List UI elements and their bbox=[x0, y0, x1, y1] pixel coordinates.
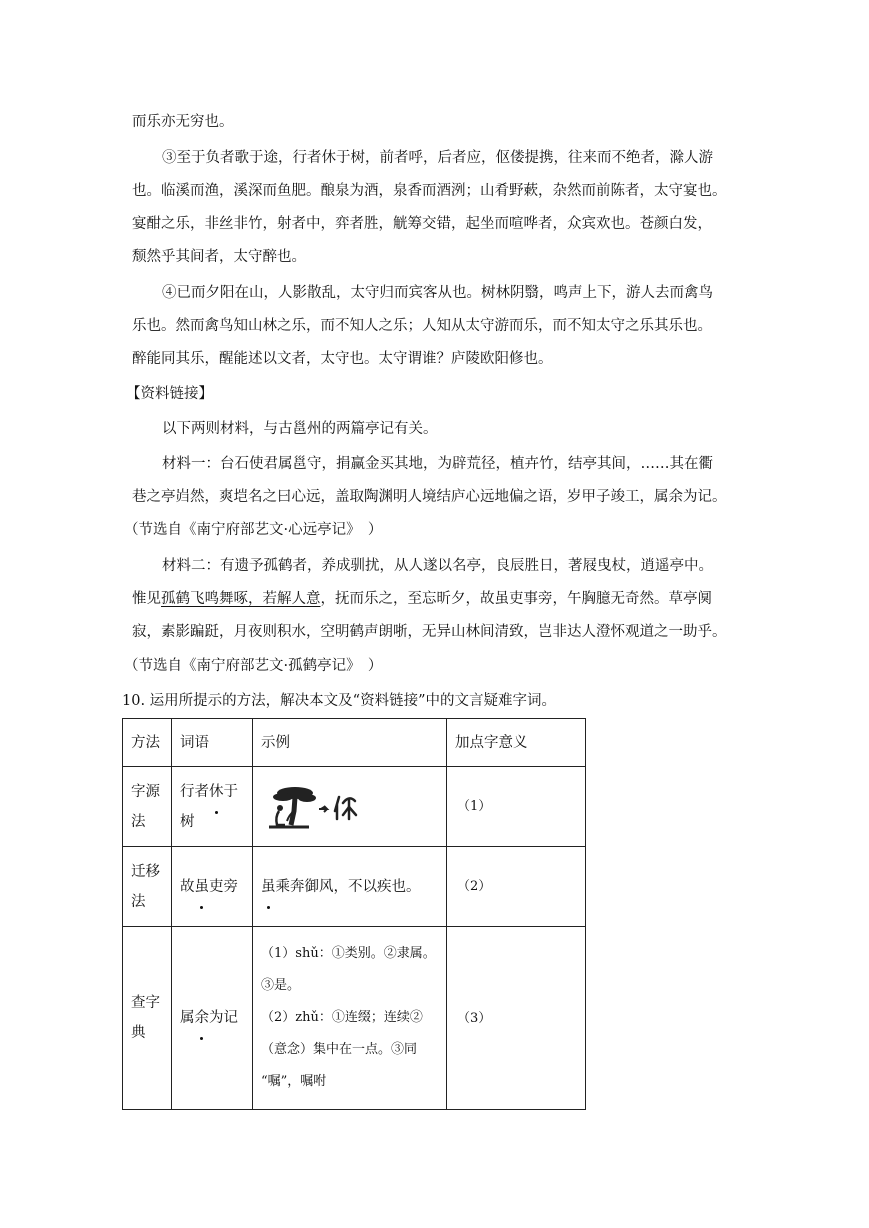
resource-link-heading: 【资料链接】 bbox=[126, 386, 213, 402]
definition-line-1: （1）shǔ：①类别。②隶属。 bbox=[261, 946, 436, 961]
resource-intro: 以下两则材料，与古邕州的两篇亭记有关。 bbox=[162, 421, 438, 437]
table-row bbox=[123, 847, 586, 927]
word-cell bbox=[172, 767, 253, 847]
method-label-line-2: 法 bbox=[131, 893, 146, 910]
answer-blank-1[interactable]: （1） bbox=[447, 767, 586, 847]
paragraph-3-line-3: 宴酣之乐，非丝非竹，射者中，弈者胜，觥筹交错，起坐而喧哗者，众宾欢也。苍颜白发， bbox=[132, 216, 712, 232]
definition-line-3: （2）zhǔ：①连缀；连续② bbox=[261, 1010, 423, 1025]
method-cell bbox=[123, 927, 172, 1110]
material-2-line-2 bbox=[132, 589, 712, 609]
answer-blank-2[interactable]: （2） bbox=[447, 847, 586, 927]
definition-line-4: （意念）集中在一点。③同 bbox=[261, 1042, 418, 1057]
paragraph-3-line-1: ③至于负者歌于途，行者休于树，前者呼，后者应，伛偻提携，往来而不绝者，滁人游 bbox=[162, 150, 713, 166]
method-table bbox=[122, 718, 586, 1110]
dictionary-entry-cell bbox=[253, 927, 447, 1110]
arrow-icon bbox=[319, 806, 327, 812]
word-suffix: 于 bbox=[223, 783, 238, 800]
material-2-line-3: 寂，素影蹁跹，月夜则积水，空明鹤声朗哳，无异山林间清致，岂非达人澄怀观道之一助乎。 bbox=[132, 624, 727, 640]
dotted-character: 虽 bbox=[261, 872, 276, 902]
example-sentence: 乘奔御风，不以疾也。 bbox=[275, 878, 421, 895]
word-suffix: 为记 bbox=[209, 1010, 238, 1026]
header-method: 方法 bbox=[123, 719, 172, 767]
character-origin-illustration bbox=[261, 781, 361, 833]
material-2-source: （节选自《南宁府部艺文·孤鹤亭记》 ） bbox=[124, 658, 383, 674]
table-row bbox=[123, 767, 586, 847]
material-1-source: （节选自《南宁府部艺文·心远亭记》 ） bbox=[124, 522, 383, 538]
question-10: 10. 运用所提示的方法，解决本文及“资料链接”中的文言疑难字词。 bbox=[122, 693, 556, 709]
word-cell bbox=[172, 847, 253, 927]
underlined-phrase: 孤鹤飞鸣舞啄，若解人意 bbox=[161, 591, 321, 607]
definition-line-2: ③是。 bbox=[261, 978, 301, 993]
method-label-line-1: 字源 bbox=[131, 783, 160, 800]
material-2-line-1: 材料二：有遗予孤鹤者，养成驯扰，从人遂以名亭，良辰胜日，著屐曳杖，逍遥亭中。 bbox=[162, 558, 713, 574]
material-1-line-2: 巷之亭岿然，爽垲名之曰心远，盖取陶渊明人境结庐心远地偏之语，岁甲子竣工，属余为记。 bbox=[132, 489, 727, 505]
table-row bbox=[123, 927, 586, 1110]
method-label-line-1: 查字 bbox=[131, 995, 160, 1011]
table-header-row bbox=[123, 719, 586, 767]
material-1-line-1: 材料一：台石使君属邕守，捐赢金买其地，为辟荒径，植卉竹，结亭其间，……其在衢 bbox=[162, 456, 713, 472]
paragraph-3-line-4: 颓然乎其间者，太守醉也。 bbox=[132, 249, 306, 265]
example-cell bbox=[253, 767, 447, 847]
word-prefix: 行者 bbox=[180, 783, 209, 800]
tree-with-person-icon bbox=[269, 787, 316, 827]
definition-line-5: “嘱”，嘱咐 bbox=[261, 1074, 327, 1089]
method-label-line-2: 法 bbox=[131, 813, 146, 830]
word-prefix: 属 bbox=[180, 1010, 195, 1026]
word-suffix: 吏旁 bbox=[209, 878, 238, 895]
header-word: 词语 bbox=[172, 719, 253, 767]
method-cell bbox=[123, 767, 172, 847]
method-cell bbox=[123, 847, 172, 927]
word-line-1 bbox=[180, 777, 244, 807]
word-line-2: 树 bbox=[180, 813, 195, 830]
header-meaning: 加点字意义 bbox=[447, 719, 586, 767]
dotted-character: 休 bbox=[209, 777, 224, 807]
example-cell bbox=[253, 847, 447, 927]
word-cell bbox=[172, 927, 253, 1110]
paragraph-1-tail: 而乐亦无穷也。 bbox=[132, 114, 234, 130]
method-label-line-1: 迁移 bbox=[131, 863, 160, 880]
header-example: 示例 bbox=[253, 719, 447, 767]
paragraph-3-line-2: 也。临溪而渔，溪深而鱼肥。酿泉为酒，泉香而酒洌；山肴野蔌，杂然而前陈者，太守宴也。 bbox=[132, 183, 727, 199]
dotted-character: 虽 bbox=[195, 872, 210, 902]
ancient-glyph-icon bbox=[335, 797, 356, 819]
paragraph-4-line-3: 醉能同其乐，醒能述以文者，太守也。太守谓谁？庐陵欧阳修也。 bbox=[132, 351, 553, 367]
paragraph-4-line-1: ④已而夕阳在山，人影散乱，太守归而宾客从也。树林阴翳，鸣声上下，游人去而禽鸟 bbox=[162, 285, 713, 301]
dotted-character: 余 bbox=[195, 1003, 210, 1033]
material-2-line-2-start: 惟见 bbox=[132, 591, 161, 607]
word-prefix: 故 bbox=[180, 878, 195, 895]
material-2-line-2-end: ，抚而乐之，至忘昕夕，故虽吏事旁，午胸臆无奇然。草亭阒 bbox=[320, 591, 712, 607]
answer-blank-3[interactable]: （3） bbox=[447, 927, 586, 1110]
method-label-line-2: 典 bbox=[131, 1025, 146, 1041]
paragraph-4-line-2: 乐也。然而禽鸟知山林之乐，而不知人之乐；人知从太守游而乐，而不知太守之乐其乐也。 bbox=[132, 318, 712, 334]
